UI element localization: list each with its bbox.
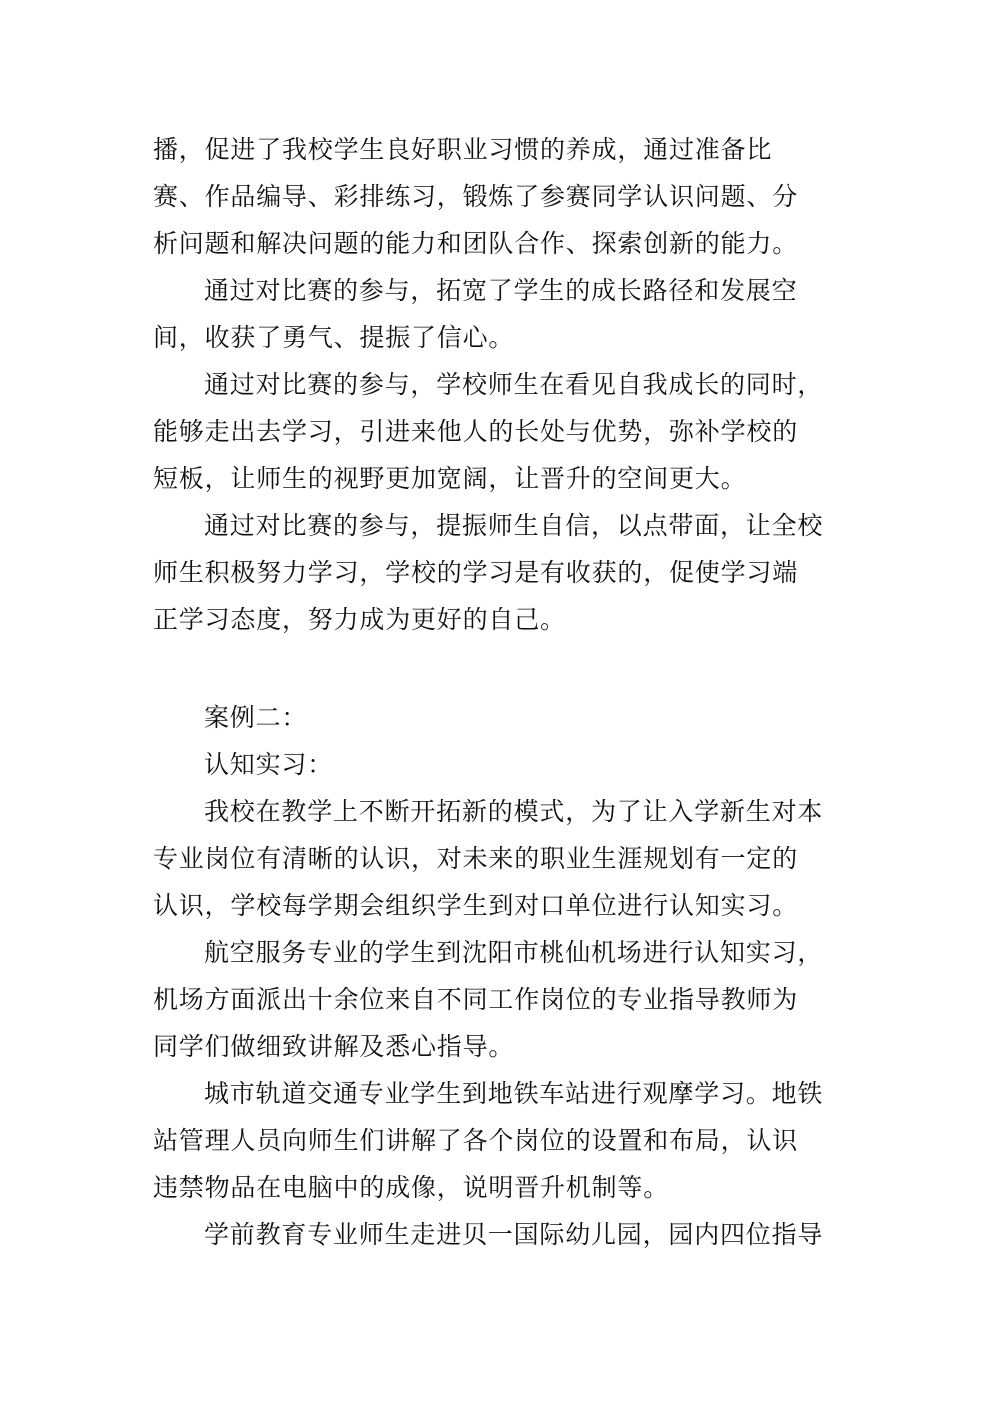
text-line: 城市轨道交通专业学生到地铁车站进行观摩学习。地铁 xyxy=(204,1079,824,1108)
text-line: 专业岗位有清晰的认识，对未来的职业生涯规划有一定的 xyxy=(153,844,799,873)
text-line: 违禁物品在电脑中的成像，说明晋升机制等。 xyxy=(153,1173,670,1202)
text-line: 机场方面派出十余位来自不同工作岗位的专业指导教师为 xyxy=(153,985,799,1014)
text-line: 通过对比赛的参与，提振师生自信，以点带面，让全校 xyxy=(204,511,824,540)
text-line: 同学们做细致讲解及悉心指导。 xyxy=(153,1032,515,1061)
text-line: 学前教育专业师生走进贝一国际幼儿园，园内四位指导 xyxy=(204,1220,824,1249)
text-line: 我校在教学上不断开拓新的模式，为了让入学新生对本 xyxy=(204,797,824,826)
text-line: 短板，让师生的视野更加宽阔，让晋升的空间更大。 xyxy=(153,464,747,493)
text-line: 通过对比赛的参与，学校师生在看见自我成长的同时， xyxy=(204,370,824,399)
text-line: 析问题和解决问题的能力和团队合作、探索创新的能力。 xyxy=(153,229,799,258)
text-line: 赛、作品编导、彩排练习，锻炼了参赛同学认识问题、分 xyxy=(153,182,799,211)
text-line: 站管理人员向师生们讲解了各个岗位的设置和布局，认识 xyxy=(153,1126,799,1155)
text-line: 认识，学校每学期会组织学生到对口单位进行认知实习。 xyxy=(153,891,799,920)
subsection-heading: 认知实习： xyxy=(204,750,334,779)
text-line: 能够走出去学习，引进来他人的长处与优势，弥补学校的 xyxy=(153,417,799,446)
text-line: 航空服务专业的学生到沈阳市桃仙机场进行认知实习， xyxy=(204,938,824,967)
text-line: 通过对比赛的参与，拓宽了学生的成长路径和发展空 xyxy=(204,276,798,305)
text-line: 播，促进了我校学生良好职业习惯的养成，通过准备比 xyxy=(153,135,773,164)
text-line: 师生积极努力学习，学校的学习是有收获的，促使学习端 xyxy=(153,558,799,587)
text-line: 正学习态度，努力成为更好的自己。 xyxy=(153,605,566,634)
section-heading: 案例二： xyxy=(204,703,308,732)
text-line: 间，收获了勇气、提振了信心。 xyxy=(153,323,515,352)
